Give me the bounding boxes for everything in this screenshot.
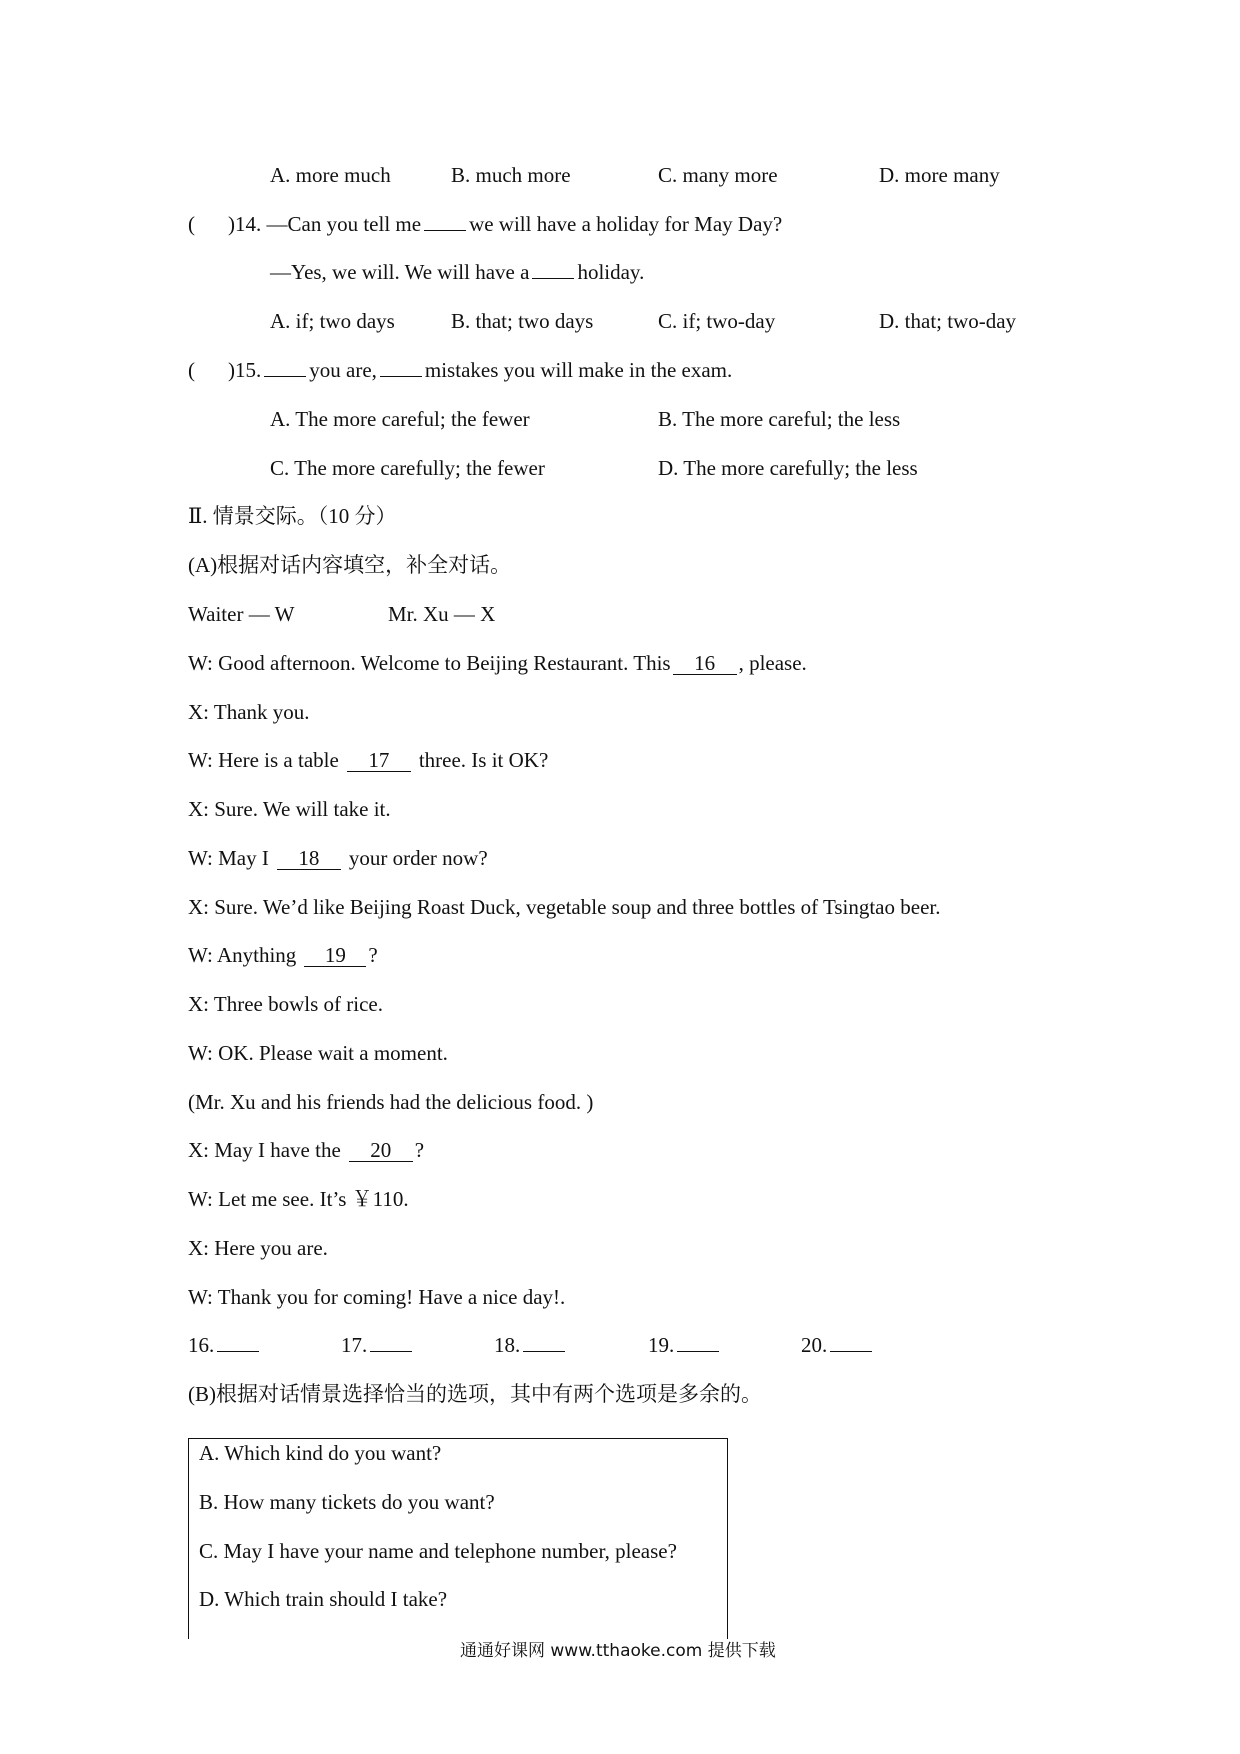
dialogue-line: W: Good afternoon. Welcome to Beijing Restaurant. This 16 , please. (188, 651, 807, 675)
box-option-c: C. May I have your name and telephone number, please? (199, 1539, 677, 1563)
dialogue-line: X: Three bowls of rice. (188, 992, 383, 1016)
dialogue-line: X: Sure. We’d like Beijing Roast Duck, vegetable soup and three bottles of Tsingtao beer. (188, 895, 941, 919)
blank-16: 16 (673, 652, 737, 675)
role-mr-xu: Mr. Xu — X (388, 602, 496, 626)
q15-blank-2 (380, 358, 422, 377)
dialogue-line: (Mr. Xu and his friends had the delicious food. ) (188, 1090, 594, 1114)
blank-17: 17 (347, 749, 411, 772)
q14-blank-1 (424, 212, 466, 231)
q14-option-d: D. that; two-day (879, 309, 1017, 333)
q14-blank-2 (532, 260, 574, 279)
answer-19: 19. (648, 1332, 722, 1358)
dialogue-line: X: Thank you. (188, 700, 310, 724)
dialogue-line: X: Sure. We will take it. (188, 797, 391, 821)
q14-option-a: A. if; two days (270, 309, 395, 333)
blank-18: 18 (277, 847, 341, 870)
dialogue-line: X: Here you are. (188, 1236, 328, 1260)
part-b-instruction: (B)根据对话情景选择恰当的选项，其中有两个选项是多余的。 (188, 1382, 762, 1406)
dialogue-line: X: May I have the 20 ? (188, 1138, 425, 1162)
q13-option-d: D. more many (879, 163, 1000, 187)
answer-18: 18. (494, 1332, 568, 1358)
part-a-instruction: (A)根据对话内容填空，补全对话。 (188, 553, 512, 577)
answer-17: 17. (341, 1332, 415, 1358)
dialogue-line: W: Let me see. It’s ￥110. (188, 1187, 409, 1211)
answer-20: 20. (801, 1332, 875, 1358)
q15-option-d: D. The more carefully; the less (658, 456, 918, 480)
answer-16: 16. (188, 1332, 262, 1358)
section-title: Ⅱ. 情景交际。（10 分） (188, 504, 397, 528)
q14-reply: —Yes, we will. We will have a holiday. (270, 260, 645, 284)
q15-option-b: B. The more careful; the less (658, 407, 901, 431)
box-option-b: B. How many tickets do you want? (199, 1490, 495, 1514)
q14-option-b: B. that; two days (451, 309, 594, 333)
q13-option-c: C. many more (658, 163, 778, 187)
q14-question: ( )14. —Can you tell me we will have a holiday for May Day? (188, 212, 783, 236)
page-footer: 通通好课网 www.tthaoke.com 提供下载 (460, 1641, 776, 1661)
blank-20: 20 (349, 1139, 413, 1162)
dialogue-line: W: Here is a table 17 three. Is it OK? (188, 748, 549, 772)
role-waiter: Waiter — W (188, 602, 295, 626)
dialogue-line: W: Thank you for coming! Have a nice day!. (188, 1285, 566, 1309)
box-option-a: A. Which kind do you want? (199, 1441, 442, 1465)
q13-option-a: A. more much (270, 163, 391, 187)
dialogue-line: W: Anything 19 ? (188, 943, 378, 967)
answer-paren: ( (188, 358, 195, 382)
q15-option-c: C. The more carefully; the fewer (270, 456, 545, 480)
q14-option-c: C. if; two-day (658, 309, 776, 333)
q15-question: ( )15. you are, mistakes you will make in the exam. (188, 358, 733, 382)
dialogue-line: W: OK. Please wait a moment. (188, 1041, 448, 1065)
box-option-d: D. Which train should I take? (199, 1587, 448, 1611)
dialogue-line: W: May I 18 your order now? (188, 846, 488, 870)
blank-19: 19 (304, 944, 366, 967)
q15-option-a: A. The more careful; the fewer (270, 407, 530, 431)
q15-blank-1 (264, 358, 306, 377)
answer-paren: ( (188, 212, 195, 236)
q13-option-b: B. much more (451, 163, 571, 187)
